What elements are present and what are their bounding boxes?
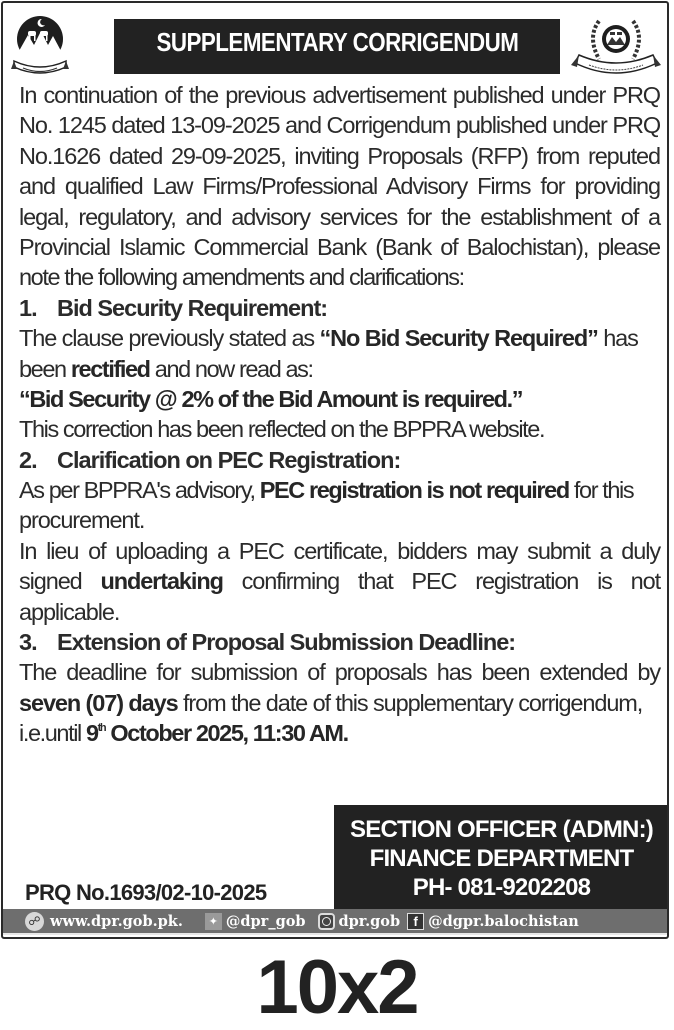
- website-text: www.dpr.gob.pk.: [50, 912, 183, 930]
- section-title: Extension of Proposal Submission Deadline:: [57, 629, 516, 656]
- instagram-handle: dpr.gob: [338, 912, 401, 930]
- section-2-line: procurement.: [19, 507, 145, 534]
- section-2-line: In lieu of uploading a PEC certificate, bidders may submit a duly: [19, 537, 660, 564]
- ordinal-suffix: th: [97, 722, 106, 735]
- phone-number: PH- 081-9202208: [412, 874, 591, 901]
- text: As per BPPRA's advisory,: [19, 477, 260, 504]
- ad-size-label: 10x2: [256, 945, 418, 1030]
- section-number: 2.: [19, 446, 37, 473]
- section-title: Bid Security Requirement:: [57, 294, 328, 321]
- section-title: Clarification on PEC Registration:: [57, 446, 401, 473]
- intro-line: note the following amendments and clarifications:: [19, 264, 464, 291]
- section-2-heading: [19, 445, 660, 475]
- globe-icon: ☍: [25, 912, 44, 931]
- prq-number: PRQ No.1693/02-10-2025: [25, 880, 267, 905]
- signature-block: [334, 805, 669, 910]
- instagram-link[interactable]: [318, 913, 401, 930]
- advertisement-frame: [1, 1, 669, 939]
- section-1-line: [19, 323, 660, 353]
- twitter-link[interactable]: [205, 913, 306, 930]
- title-banner: [114, 19, 560, 74]
- section-2-line: applicable.: [19, 598, 120, 625]
- intro-line: and qualified Law Firms/Professional Advisory Firms for providing: [19, 173, 660, 200]
- text: and now read as:: [149, 355, 313, 382]
- facebook-link[interactable]: [407, 913, 579, 930]
- emphasis: “No Bid Security Required”: [319, 325, 598, 352]
- notice-body: [19, 80, 660, 749]
- text: been: [19, 355, 71, 382]
- twitter-icon: ✦: [205, 913, 222, 930]
- intro-line: In continuation of the previous advertisement published under PRQ: [19, 82, 660, 108]
- intro-line: No.1626 dated 29-09-2025, inviting Proposals (RFP) from reputed: [19, 142, 660, 169]
- section-2-line: [19, 475, 660, 505]
- department-name: FINANCE DEPARTMENT: [369, 845, 634, 872]
- intro-line: Provincial Islamic Commercial Bank (Bank of Balochistan), please: [19, 233, 660, 260]
- text: signed: [19, 568, 101, 595]
- section-3-line: [19, 688, 660, 718]
- text: for this: [568, 477, 634, 504]
- section-1-heading: [19, 293, 660, 323]
- social-footer-bar: [3, 909, 667, 935]
- section-1-amendment: “Bid Security @ 2% of the Bid Amount is required.”: [19, 385, 523, 412]
- section-3-heading: [19, 627, 660, 657]
- deadline-date: October 2025, 11:30 AM.: [105, 720, 348, 747]
- text: i.e.until: [19, 720, 86, 747]
- text: has: [597, 325, 638, 352]
- emphasis: seven (07) days: [19, 689, 178, 716]
- text: confirming that PEC registration is not: [222, 568, 660, 595]
- officer-title: SECTION OFFICER (ADMN:): [350, 816, 653, 843]
- emphasis: rectified: [70, 355, 150, 382]
- instagram-icon: [318, 913, 335, 930]
- section-number: 3.: [19, 629, 37, 656]
- text: The clause previously stated as: [19, 325, 320, 352]
- section-2-line: [19, 566, 660, 596]
- section-1-line: [19, 354, 660, 384]
- twitter-handle: @dpr_gob: [225, 912, 306, 930]
- section-3-deadline: [19, 718, 660, 748]
- facebook-handle: @dgpr.balochistan: [428, 912, 579, 930]
- website-link[interactable]: [25, 912, 183, 931]
- facebook-icon: f: [407, 913, 424, 930]
- section-1-line: This correction has been reflected on the BPPRA website.: [19, 416, 545, 443]
- text: from the date of this supplementary corrigendum,: [177, 689, 643, 716]
- section-3-line: The deadline for submission of proposals has been extended by: [19, 659, 660, 686]
- section-number: 1.: [19, 294, 37, 321]
- deadline-day: 9: [86, 720, 98, 747]
- dgpr-emblem-logo: [569, 9, 663, 81]
- emphasis: undertaking: [100, 568, 223, 595]
- intro-line: legal, regulatory, and advisory services for the establishment of a: [19, 203, 660, 230]
- emphasis: PEC registration is not required: [259, 477, 569, 504]
- intro-line: No. 1245 dated 13-09-2025 and Corrigendum published under PRQ: [19, 112, 660, 139]
- page-title: SUPPLEMENTARY CORRIGENDUM: [156, 27, 518, 57]
- balochistan-emblem-logo: [11, 9, 69, 81]
